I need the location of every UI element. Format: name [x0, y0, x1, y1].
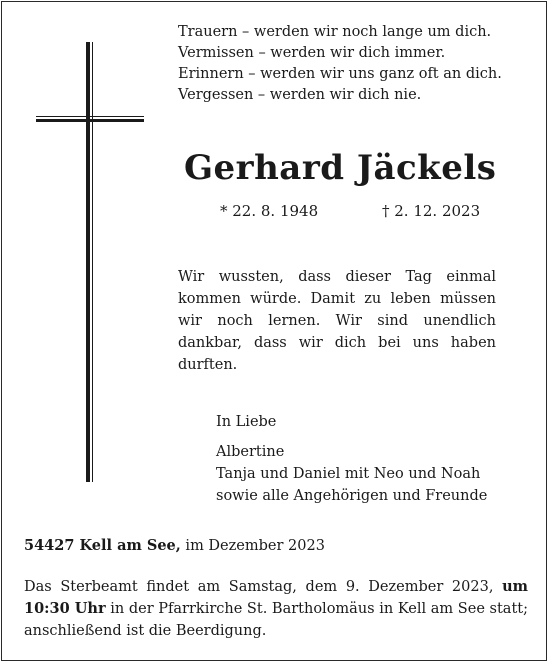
service-part-2: in der Pfarrkirche St. Bartholomäus in Kell am See statt; anschließend ist die Beerdigung. — [24, 601, 528, 639]
poem-line-4: Vergessen – werden wir dich nie. — [178, 87, 422, 103]
poem-line-2: Vermissen – werden wir dich immer. — [178, 45, 446, 61]
signoff-line-1: Albertine — [216, 444, 285, 460]
place-rest: im Dezember 2023 — [180, 538, 325, 554]
cross-vertical-line — [92, 42, 93, 482]
memorial-paragraph: Wir wussten, dass dieser Tag einmal kommen würde. Damit zu leben müssen wir noch lernen. Wir sind unendlich dankbar, dass wir dich bei uns haben durften. — [178, 269, 496, 373]
signoff-intro: In Liebe — [216, 414, 277, 430]
place-and-date — [24, 535, 325, 557]
signoff-line-2: Tanja und Daniel mit Neo und Noah — [216, 466, 481, 482]
cross-vertical-bar — [86, 42, 90, 482]
cross-horizontal-bar — [36, 119, 144, 122]
poem-line-1: Trauern – werden wir noch lange um dich. — [178, 24, 492, 40]
signoff — [216, 411, 487, 507]
service-time: um 10:30 Uhr — [24, 578, 528, 617]
birth-date: * 22. 8. 1948 — [220, 202, 319, 220]
service-part-1: Das Sterbeamt findet am Samstag, dem 9. Dezember 2023, — [24, 579, 503, 595]
death-date: † 2. 12. 2023 — [382, 202, 481, 220]
poem-line-3: Erinnern – werden wir uns ganz oft an dich. — [178, 66, 502, 82]
service-notice — [24, 576, 528, 642]
poem — [178, 22, 502, 106]
deceased-name: Gerhard Jäckels — [184, 148, 497, 188]
cross-horizontal-line — [36, 116, 144, 117]
signoff-line-3: sowie alle Angehörigen und Freunde — [216, 488, 488, 504]
place-bold: 54427 Kell am See, — [24, 537, 181, 554]
